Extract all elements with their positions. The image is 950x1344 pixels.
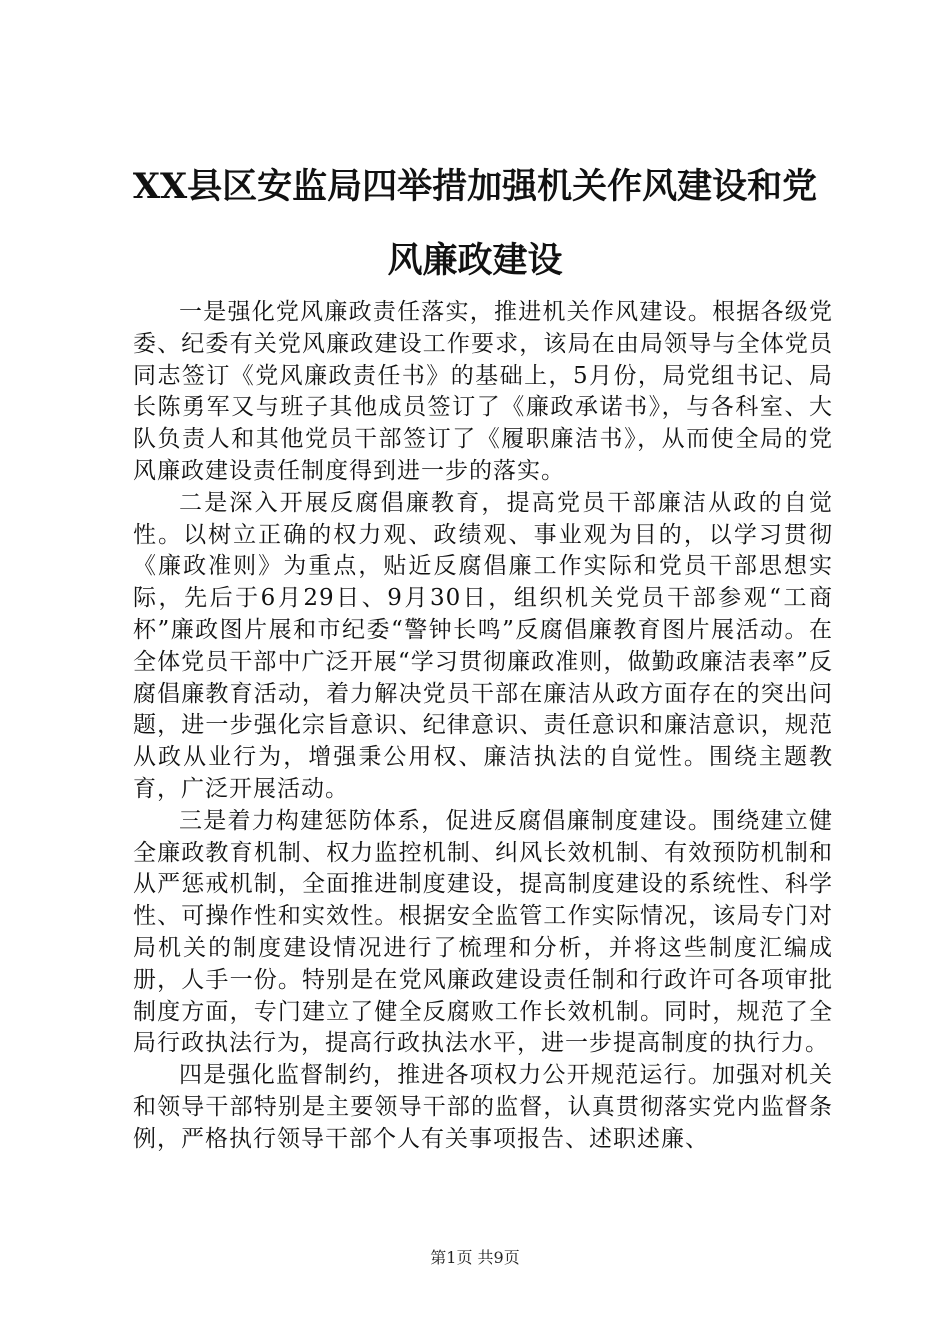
paragraph-4: 四是强化监督制约，推进各项权力公开规范运行。加强对机关和领导干部特别是主要领导干部的监督，认真贯彻落实党内监督条例，严格执行领导干部个人有关事项报告、述职述廉、 <box>133 1062 833 1152</box>
paragraph-1: 一是强化党风廉政责任落实，推进机关作风建设。根据各级党委、纪委有关党风廉政建设工作要求，该局在由局领导与全体党员同志签订《党风廉政责任书》的基础上，5月份，局党组书记、局长陈勇军又与班子其他成员签订了《廉政承诺书》，与各科室、大队负责人和其他党员干部签订了《履职廉洁书》，从而使全局的党风廉政建设责任制度得到进一步的落实。 <box>133 299 833 484</box>
paragraph-2: 二是深入开展反腐倡廉教育，提高党员干部廉洁从政的自觉性。以树立正确的权力观、政绩观、事业观为目的，以学习贯彻《廉政准则》为重点，贴近反腐倡廉工作实际和党员干部思想实际，先后于6月29日、9月30日，组织机关党员干部参观“工商杯”廉政图片展和市纪委“警钟长鸣”反腐倡廉教育图片展活动。在全体党员干部中广泛开展“学习贯彻廉政准则，做勤政廉洁表率”反腐倡廉教育活动，着力解决党员干部在廉洁从政方面存在的突出问题，进一步强化宗旨意识、纪律意识、责任意识和廉洁意识，规范从政从业行为，增强秉公用权、廉洁执法的自觉性。围绕主题教育，广泛开展活动。 <box>133 489 833 802</box>
title-line-1: XX县区安监局四举措加强机关作风建设和党 <box>132 166 818 207</box>
title-line-2: 风廉政建设 <box>387 240 563 281</box>
document-body <box>133 297 833 1156</box>
paragraph-3: 三是着力构建惩防体系，促进反腐倡廉制度建设。围绕建立健全廉政教育机制、权力监控机制、纠风长效机制、有效预防机制和从严惩戒机制，全面推进制度建设，提高制度建设的系统性、科学性、可操作性和实效性。根据安全监管工作实际情况，该局专门对局机关的制度建设情况进行了梳理和分析，并将这些制度汇编成册，人手一份。特别是在党风廉政建设责任制和行政许可各项审批制度方面，专门建立了健全反腐败工作长效机制。同时，规范了全局行政执法行为，提高行政执法水平，进一步提高制度的执行力。 <box>133 807 833 1057</box>
document-title <box>120 150 830 298</box>
page-number-footer: 第1页 共9页 <box>430 1248 520 1267</box>
